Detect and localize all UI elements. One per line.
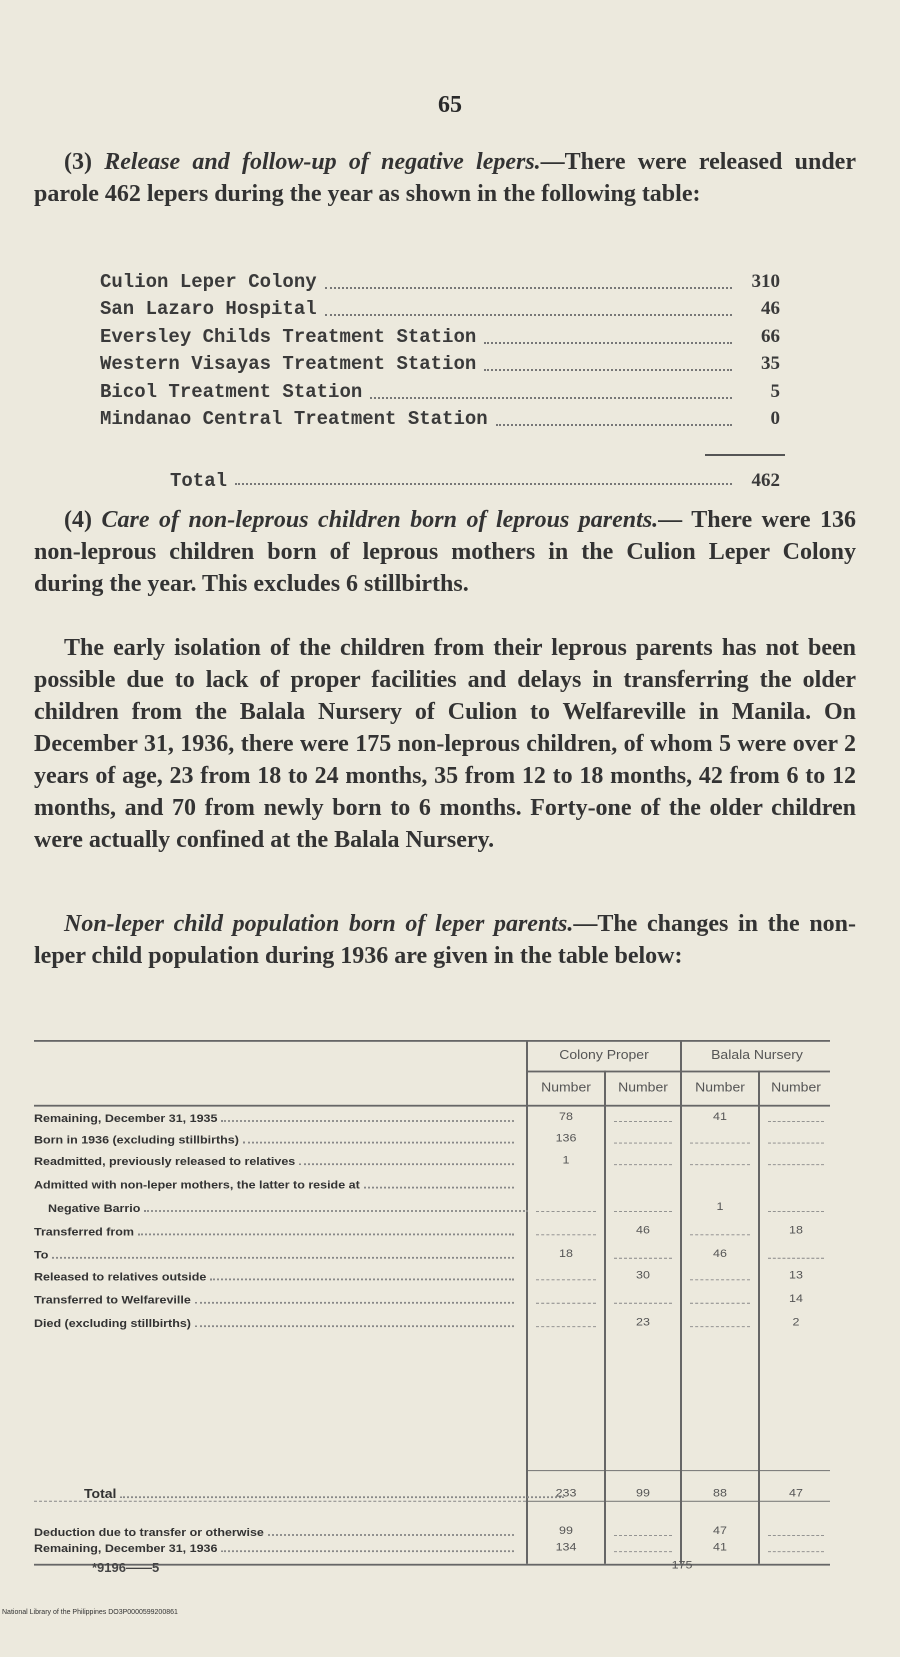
leader-dots xyxy=(243,1142,514,1144)
table-cell: 1 xyxy=(716,1200,724,1213)
table-cell: 41 xyxy=(713,1540,727,1553)
table-cell: 2 xyxy=(792,1315,800,1328)
number-column-header: Number xyxy=(771,1079,821,1094)
empty-cell-dashes xyxy=(768,1211,824,1212)
empty-cell-dashes xyxy=(768,1258,824,1259)
table-cell: 18 xyxy=(559,1247,573,1260)
row-label-text: Negative Barrio xyxy=(48,1202,141,1215)
empty-cell-dashes xyxy=(536,1303,596,1304)
empty-cell-dashes xyxy=(536,1234,596,1235)
leader-dots xyxy=(210,1279,514,1281)
row-label-text: Readmitted, previously released to relatives xyxy=(34,1155,296,1168)
table-row-label xyxy=(34,1110,514,1124)
table-row-label xyxy=(34,1486,564,1500)
section-4-paragraph xyxy=(34,504,856,600)
leader-dots xyxy=(484,367,732,371)
release-row xyxy=(100,268,780,296)
section-4-body: — There were 136 non-leprous children born of leprous mothers in the Culion Leper Colony during the year. This excludes 6 stillbirths. xyxy=(34,507,857,597)
table-cell: 88 xyxy=(713,1486,727,1499)
release-station-name: Culion Leper Colony xyxy=(100,270,317,293)
grand-total-cell: 175 xyxy=(671,1558,693,1571)
empty-cell-dashes xyxy=(768,1164,824,1165)
table-cell: 46 xyxy=(713,1247,727,1260)
empty-cell-dashes xyxy=(614,1143,672,1144)
colony-proper-header: Colony Proper xyxy=(559,1047,649,1062)
leader-dots xyxy=(235,481,732,485)
empty-cell-dashes xyxy=(690,1303,750,1304)
total-rule xyxy=(705,454,785,456)
library-credit: National Library of the Philippines DO3P0000599200861 xyxy=(2,1609,178,1616)
table-cell: 23 xyxy=(636,1315,650,1328)
leader-dots xyxy=(370,395,732,399)
section-3-paragraph xyxy=(34,146,856,210)
leader-dots xyxy=(268,1534,514,1536)
total-values-rule xyxy=(526,1501,830,1502)
empty-cell-dashes xyxy=(768,1143,824,1144)
release-row xyxy=(100,323,780,351)
table-cell: 233 xyxy=(555,1486,577,1499)
number-column-header: Number xyxy=(695,1079,745,1094)
empty-cell-dashes xyxy=(768,1535,824,1536)
non-leper-body: —The changes in the non-leper child population during 1936 are given in the table below: xyxy=(34,911,857,969)
row-label-text: Transferred to Welfareville xyxy=(34,1293,191,1307)
empty-cell-dashes xyxy=(614,1164,672,1165)
empty-cell-dashes xyxy=(536,1211,596,1212)
row-label-text: Remaining, December 31, 1936 xyxy=(34,1542,218,1555)
number-column-header: Number xyxy=(541,1079,591,1094)
empty-cell-dashes xyxy=(768,1121,824,1122)
leader-dots xyxy=(144,1210,528,1212)
release-station-name: San Lazaro Hospital xyxy=(100,298,317,321)
leader-dots xyxy=(299,1163,514,1165)
release-count: 35 xyxy=(761,353,780,375)
empty-cell-dashes xyxy=(690,1326,750,1327)
empty-cell-dashes xyxy=(614,1211,672,1212)
table-cell: 99 xyxy=(559,1524,573,1537)
leader-dots xyxy=(138,1234,514,1236)
footer-code: *9196——5 xyxy=(92,1560,160,1575)
table-cell: 30 xyxy=(636,1268,650,1282)
table-row-label xyxy=(34,1269,514,1283)
empty-cell-dashes xyxy=(614,1303,672,1304)
release-total-row xyxy=(170,470,780,492)
table-cell: 47 xyxy=(789,1486,803,1499)
table-row-label xyxy=(34,1247,514,1261)
table-cell: 18 xyxy=(789,1223,803,1237)
release-station-name: Western Visayas Treatment Station xyxy=(100,353,477,376)
section-4-title: Care of non-leprous children born of leprous parents. xyxy=(101,507,659,533)
empty-cell-dashes xyxy=(768,1551,824,1552)
table-cell: 41 xyxy=(713,1110,727,1123)
empty-cell-dashes xyxy=(690,1234,750,1235)
table-cell: 136 xyxy=(555,1131,577,1145)
leader-dots xyxy=(325,285,732,289)
header-bottom-rule xyxy=(34,1105,830,1107)
release-table xyxy=(100,268,780,433)
empty-cell-dashes xyxy=(614,1258,672,1259)
leader-dots xyxy=(221,1550,514,1552)
release-row xyxy=(100,406,780,434)
table-row-label xyxy=(34,1132,514,1146)
table-row-label xyxy=(34,1315,514,1329)
leader-dots xyxy=(195,1325,514,1327)
release-total-value: 462 xyxy=(751,470,780,491)
release-station-name: Mindanao Central Treatment Station xyxy=(100,408,488,431)
row-label-text: Remaining, December 31, 1935 xyxy=(34,1112,218,1125)
leader-dots xyxy=(195,1302,514,1304)
release-row xyxy=(100,296,780,324)
table-cell: 13 xyxy=(789,1268,803,1282)
leader-dots xyxy=(120,1496,564,1498)
table-row-label xyxy=(34,1540,514,1554)
leader-dots xyxy=(221,1120,514,1122)
leader-dots xyxy=(484,340,732,344)
row-label-text: To xyxy=(34,1248,49,1262)
total-label-rule xyxy=(34,1501,526,1502)
release-count: 5 xyxy=(770,380,780,402)
section-4-number: (4) xyxy=(64,507,92,533)
table-top-rule xyxy=(34,1040,830,1042)
table-cell: 99 xyxy=(636,1486,650,1499)
leader-dots xyxy=(325,312,732,316)
release-row xyxy=(100,378,780,406)
leader-dots xyxy=(364,1187,514,1189)
empty-cell-dashes xyxy=(690,1279,750,1280)
row-label-text: Died (excluding stillbirths) xyxy=(34,1317,191,1330)
empty-cell-dashes xyxy=(614,1121,672,1122)
row-label-text: Admitted with non-leper mothers, the latter to reside at xyxy=(34,1178,360,1192)
row-label-text: Born in 1936 (excluding stillbirths) xyxy=(34,1133,239,1147)
row-label-text: Deduction due to transfer or otherwise xyxy=(34,1526,264,1539)
section-3-body: —There were released under parole 462 lepers during the year as shown in the following table: xyxy=(34,149,856,207)
empty-cell-dashes xyxy=(536,1326,596,1327)
table-cell: 14 xyxy=(789,1292,803,1305)
table-cell: 1 xyxy=(562,1153,570,1166)
table-row-label xyxy=(34,1177,514,1191)
table-row-label xyxy=(34,1224,514,1238)
table-row-label xyxy=(34,1524,514,1538)
table-row-label xyxy=(34,1292,514,1306)
leader-dots xyxy=(52,1257,514,1259)
empty-cell-dashes xyxy=(690,1143,750,1144)
release-count: 46 xyxy=(761,298,780,320)
table-row-label xyxy=(34,1200,528,1214)
non-leper-title: Non-leper child population born of leper parents. xyxy=(64,911,574,937)
empty-cell-dashes xyxy=(690,1164,750,1165)
table-cell: 78 xyxy=(559,1110,573,1123)
isolation-paragraph: The early isolation of the children from their leprous parents has not been possible due to lack of proper facilities and delays in transferring the older children from the Balala Nursery of Culion to Welfareville in Manila. On December 31, 1936, there were 175 non-leprous children, of whom 5 were over 2 years of age, 23 from 18 to 24 months, 35 from 12 to 18 months, 42 from 6 to 12 months, and 70 from newly born to 6 months. Forty-one of the older children were actually confined at the Balala Nursery. xyxy=(34,635,856,853)
table-cell: 47 xyxy=(713,1524,727,1537)
non-leper-paragraph xyxy=(34,908,856,972)
release-count: 66 xyxy=(761,325,780,347)
release-count: 0 xyxy=(770,408,780,430)
release-station-name: Bicol Treatment Station xyxy=(100,380,363,403)
section-3-title: Release and follow-up of negative lepers. xyxy=(104,149,541,175)
table-cell: 134 xyxy=(555,1540,577,1553)
page-number: 65 xyxy=(438,92,462,118)
row-label-text: Released to relatives outside xyxy=(34,1270,207,1283)
section-3-number: (3) xyxy=(64,149,92,175)
table-cell: 46 xyxy=(636,1223,650,1237)
group-header-rule xyxy=(526,1071,830,1073)
empty-cell-dashes xyxy=(536,1279,596,1280)
balala-nursery-header: Balala Nursery xyxy=(711,1047,803,1062)
release-station-name: Eversley Childs Treatment Station xyxy=(100,325,477,348)
release-row xyxy=(100,351,780,379)
row-label-text: Transferred from xyxy=(34,1225,135,1238)
empty-cell-dashes xyxy=(614,1551,672,1552)
empty-cell-dashes xyxy=(614,1535,672,1536)
subtotal-rule xyxy=(526,1470,830,1471)
table-row-label xyxy=(34,1153,514,1167)
leader-dots xyxy=(496,422,732,426)
release-total-label: Total xyxy=(170,470,228,492)
release-count: 310 xyxy=(751,270,780,292)
row-label-text: Total xyxy=(84,1486,117,1501)
number-column-header: Number xyxy=(618,1079,668,1094)
